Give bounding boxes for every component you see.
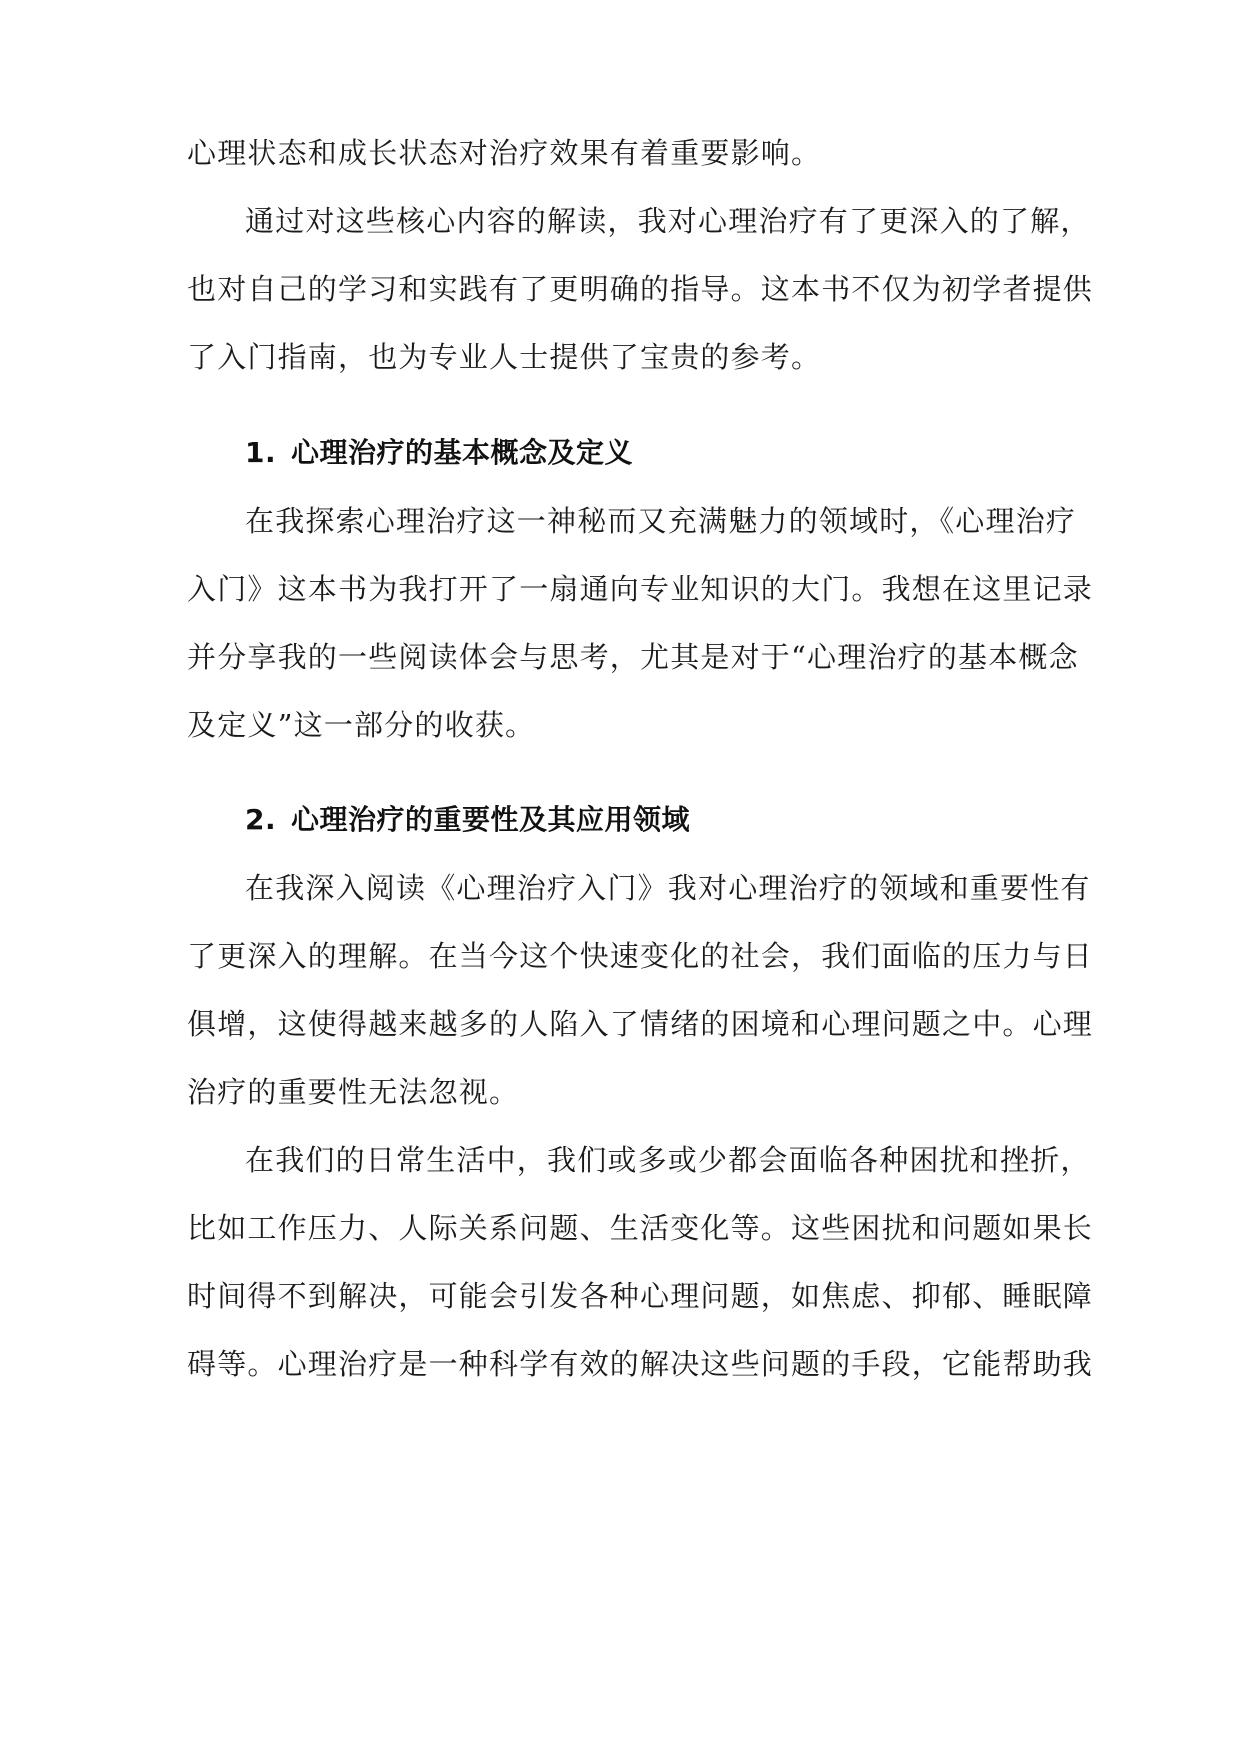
paragraph-line: 了入门指南，也为专业人士提供了宝贵的参考。 xyxy=(187,340,822,374)
paragraph-line: 碍等。心理治疗是一种科学有效的解决这些问题的手段，它能帮助我 xyxy=(187,1347,1094,1381)
section-heading-2 xyxy=(245,800,690,840)
paragraph-line: 也对自己的学习和实践有了更明确的指导。这本书不仅为初学者提供 xyxy=(187,272,1094,306)
section-heading-1 xyxy=(245,433,633,473)
paragraph-line: 时间得不到解决，可能会引发各种心理问题，如焦虑、抑郁、睡眠障 xyxy=(187,1279,1094,1313)
paragraph-line: 心理状态和成长状态对治疗效果有着重要影响。 xyxy=(187,136,822,170)
paragraph-line: 在我们的日常生活中，我们或多或少都会面临各种困扰和挫折， xyxy=(245,1143,1091,1177)
paragraph-line: 治疗的重要性无法忽视。 xyxy=(187,1075,520,1109)
section-number: 1. xyxy=(245,436,277,469)
paragraph-line: 俱增，这使得越来越多的人陷入了情绪的困境和心理问题之中。心理 xyxy=(187,1007,1094,1041)
paragraph-line: 及定义”这一部分的收获。 xyxy=(187,708,536,742)
paragraph-line: 了更深入的理解。在当今这个快速变化的社会，我们面临的压力与日 xyxy=(187,939,1094,973)
section-title: 心理治疗的重要性及其应用领域 xyxy=(291,803,691,836)
section-title: 心理治疗的基本概念及定义 xyxy=(291,436,634,469)
paragraph-line: 在我探索心理治疗这一神秘而又充满魅力的领域时，《心理治疗 xyxy=(245,504,1077,538)
paragraph-line: 并分享我的一些阅读体会与思考，尤其是对于“心理治疗的基本概念 xyxy=(187,640,1079,674)
paragraph-line: 入门》这本书为我打开了一扇通向专业知识的大门。我想在这里记录 xyxy=(187,572,1094,606)
paragraph-line: 在我深入阅读《心理治疗入门》我对心理治疗的领域和重要性有 xyxy=(245,871,1091,905)
paragraph-line: 通过对这些核心内容的解读，我对心理治疗有了更深入的了解， xyxy=(245,204,1091,238)
paragraph-line: 比如工作压力、人际关系问题、生活变化等。这些困扰和问题如果长 xyxy=(187,1211,1094,1245)
section-number: 2. xyxy=(245,803,277,836)
